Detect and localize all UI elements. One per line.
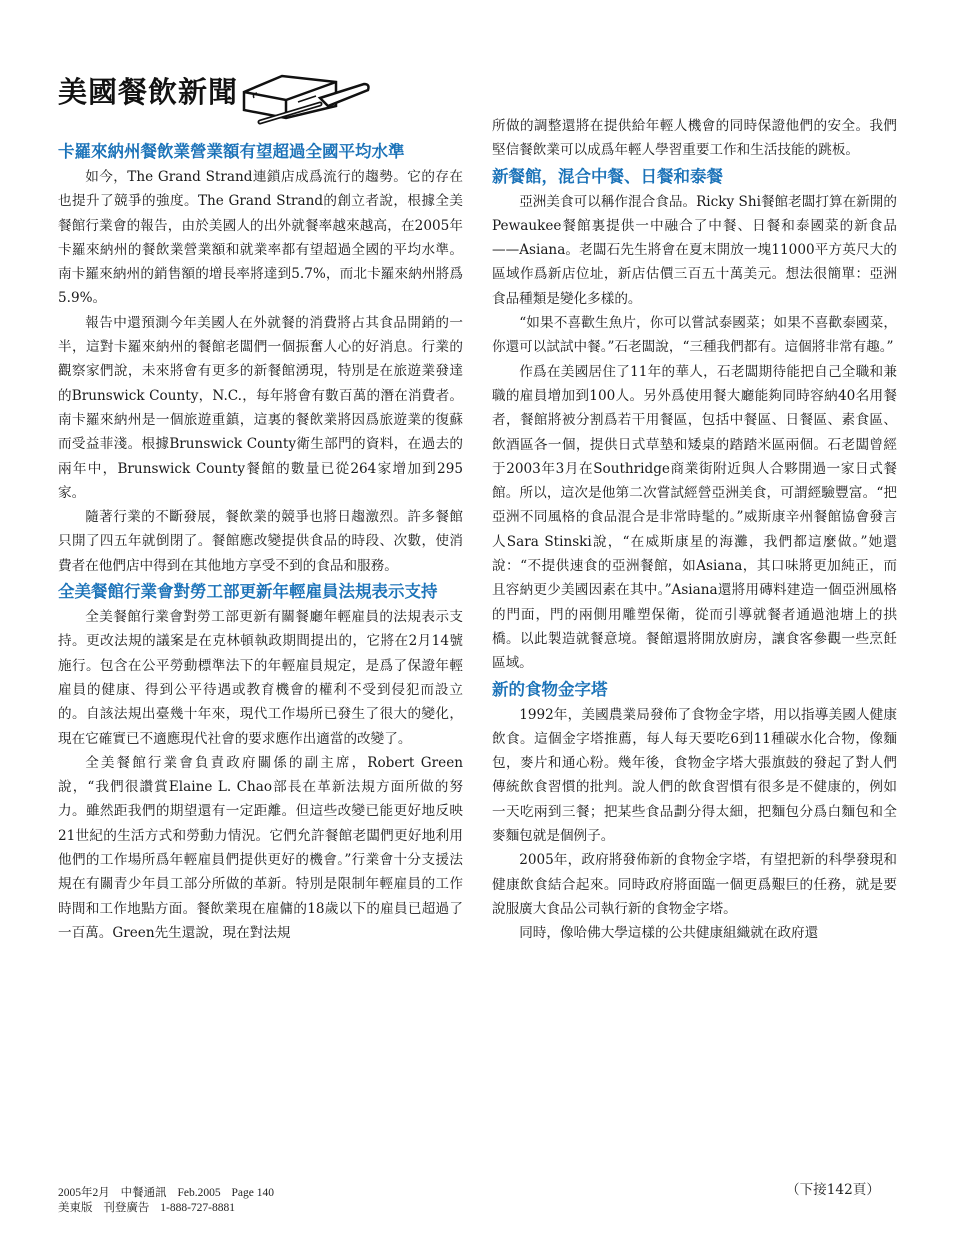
masthead-title: 美國餐飲新聞: [58, 75, 239, 109]
article-paragraph: 1992年，美國農業局發佈了食物金字塔，用以指導美國人健康飲食。這個金字塔推薦，每人每天要吃6到11種碳水化合物，像麵包，麥片和通心粉。幾年後，食物金字塔大張旗鼓的發起了對人們傳統飲食習慣的批判。說人們的飲食習慣有很多是不健康的，例如一天吃兩到三餐；把某些食品劃分得太細，把麵包分爲白麵包和全麥麵包就是個例子。: [492, 706, 897, 845]
article-paragraph: 如今，The Grand Strand連鎖店成爲流行的趨勢。它的存在也提升了競爭的強度。The Grand Strand的創立者說，根據全美餐館行業會的報告，由於美國人的出外就餐率越來越高，在2005年卡羅來納州的餐飲業營業額和就業率都有望超過全國的平均水準。南卡羅來納州的銷售額的增長率將達到5.7%，而北卡羅來納州將爲5.9%。: [58, 169, 463, 307]
article-paragraph: 亞洲美食可以稱作混合食品。Ricky Shi餐館老闆打算在新開的Pewaukee餐館裏提供一中融合了中餐、日餐和泰國菜的新食品——Asiana。老闆石先生將會在夏末開放一塊11000平方英尺大的區域作爲新店位址，新店估價三百五十萬美元。想法很簡單：亞洲食品種類是變化多樣的。: [492, 193, 897, 307]
butter-knife-icon: [224, 62, 374, 134]
footer-edition: 美東版: [58, 1202, 93, 1214]
masthead: [58, 62, 478, 134]
footer-advert-label: 刊登廣告: [103, 1202, 150, 1214]
footer-date: 2005年2月: [58, 1187, 110, 1199]
article-headline: 全美餐館行業會對勞工部更新年輕雇員法規表示支持: [58, 582, 438, 602]
article-paragraph: 全美餐館行業會對勞工部更新有關餐廳年輕雇員的法規表示支持。更改法規的議案是在克林頓執政期間提出的，它將在2月14號施行。包含在公平勞動標準法下的年輕雇員規定，是爲了保證年輕雇員的健康、得到公平待遇或教育機會的權利不受到侵犯而設立的。自該法規出臺幾十年來，現代工作場所已發生了很大的變化，現在它確實已不適應現代社會的要求應作出適當的改變了。: [58, 609, 463, 747]
footer-date-en: Feb.2005: [177, 1187, 221, 1199]
article-paragraph: 作爲在美國居住了11年的華人，石老闆期待能把自己全職和兼職的雇員增加到100人。另外爲使用餐大廳能夠同時容納40名用餐者，餐館將被分割爲若干用餐區，包括中餐區、日餐區、素食區、飲酒區各一個，提供日式草墊和矮桌的踏踏米區兩個。石老闆曾經于2003年3月在Southridge商業街附近與人合夥開過一家日式餐館。所以，這次是他第二次嘗試經營亞洲美食，可謂經驗豐富。“把亞洲不同風格的食品混合是非常時髦的。”威斯康辛州餐館協會發言人Sara Stinski說，“在威斯康星的海灘，我們都這麼做。”她還說：“不提供速食的亞洲餐館，如Asiana，其口味將更加純正，而且容納更少美國因素在其中。”Asiana還將用磚料建造一個亞洲風格的門面，門的兩側用雕塑保衛，從而引導就餐者通過池塘上的拱橋。以此製造就餐意境。餐館還將開放廚房，讓食客參觀一些烹飪區域。: [492, 363, 897, 672]
article-paragraph: 同時，像哈佛大學這樣的公共健康組織就在政府還: [519, 925, 819, 942]
right-column: [492, 114, 897, 1180]
article-paragraph: 全美餐館行業會負責政府關係的副主席，Robert Green說，“我們很讚賞Elaine L. Chao部長在革新法規方面所做的努力。雖然距我們的期望還有一定距離。但這些改變已能更好地反映21世紀的生活方式和勞動力情況。它們允許餐館老闆們更好地利用他們的工作場所爲年輕雇員們提供更好的機會。”行業會十分支援法規在有關青少年員工部分所做的革新。特別是限制年輕雇員的工作時間和工作地點方面。餐飲業現在雇傭的18歲以下的雇員已超過了一百萬。Green先生還說，現在對法規: [58, 754, 463, 941]
article-headline: 新的食物金字塔: [492, 679, 608, 699]
footer-line-2: [58, 1201, 282, 1216]
article-headline: 新餐館，混合中餐、日餐和泰餐: [492, 166, 723, 186]
footer-page-number: Page 140: [231, 1187, 274, 1199]
article-paragraph: 隨著行業的不斷發展，餐飲業的競爭也將日趨激烈。許多餐館只開了四五年就倒閉了。餐館應改變提供食品的時段、次數，使消費者在他們店中得到在其他地方享受不到的食品和服務。: [58, 509, 463, 574]
footer-line-1: [58, 1186, 282, 1201]
article-headline: 卡羅來納州餐飲業營業額有望超過全國平均水準: [58, 142, 405, 161]
continued-note: （下接142頁）: [786, 1182, 880, 1198]
article-paragraph: “如果不喜歡生魚片，你可以嘗試泰國菜；如果不喜歡泰國菜，你還可以試試中餐。”石老闆說，“三種我們都有。這個將非常有趣。”: [492, 315, 897, 356]
left-column: [58, 138, 463, 1168]
article-paragraph: 2005年，政府將發佈新的食物金字塔，有望把新的科學發現和健康飲食結合起來。同時政府將面臨一個更爲艱巨的任務，就是要說服廣大食品公司執行新的食物金字塔。: [492, 852, 897, 917]
footer-publication: 中餐通訊: [120, 1187, 167, 1199]
footer-phone: 1-888-727-8881: [160, 1202, 235, 1214]
article-paragraph: 報告中還預測今年美國人在外就餐的消費將占其食品開銷的一半，這對卡羅來納州的餐館老闆們一個振奮人心的好消息。行業的觀察家們說，未來將會有更多的新餐館湧現，特別是在旅遊業發達的Brunswick County，N.C.，每年將會有數百萬的潛在消費者。南卡羅來納州是一個旅遊重鎮，這裏的餐飲業將因爲旅遊業的復蘇而受益菲淺。根據Brunswick County衛生部門的資料，在過去的兩年中，Brunswick County餐館的數量已從264家增加到295家。: [58, 314, 463, 501]
page-footer: [58, 1186, 282, 1216]
continued-paragraph: 所做的調整還將在提供給年輕人機會的同時保證他們的安全。我們堅信餐飲業可以成爲年輕人學習重要工作和生活技能的跳板。: [492, 118, 897, 159]
